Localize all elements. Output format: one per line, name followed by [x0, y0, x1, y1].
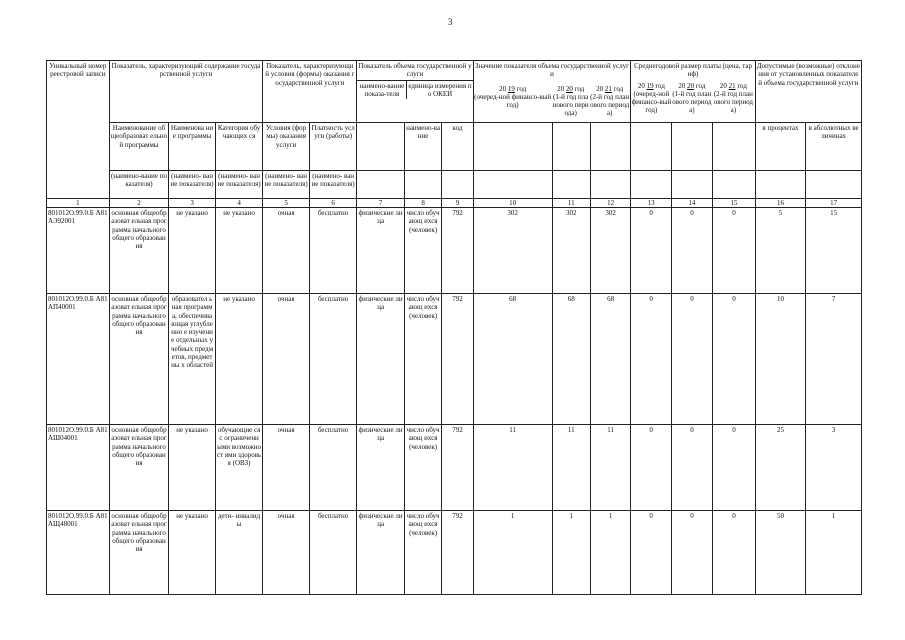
form-cell: очная	[263, 425, 310, 511]
subhead-unit-code: код	[442, 123, 473, 171]
subhead-name: Наименова ние программы	[169, 123, 216, 171]
dev-percent-cell: 25	[755, 425, 806, 511]
column-number: 12	[590, 199, 630, 208]
pay-2-cell: 0	[671, 425, 712, 511]
column-number: 7	[357, 199, 405, 208]
table-row	[47, 294, 862, 425]
header-content-indicator: Показатель, характеризующий содержание государственной услуги	[109, 61, 263, 123]
period-pay-3: (2-й год планового периода)	[713, 89, 753, 115]
subhead-p3-empty	[713, 123, 755, 171]
header-volume-title: Показатель объема государственной услуги	[357, 61, 472, 81]
column-number: 16	[755, 199, 806, 208]
program-name-cell: не указано	[169, 208, 216, 294]
naming-volume-empty	[357, 171, 405, 199]
indicator-cell: физические лица	[357, 425, 405, 511]
year-value-2: 20 20 год	[557, 84, 585, 93]
column-number: 4	[215, 199, 263, 208]
registry-id: 801012О.99.0.Б А81АЩ48001	[47, 511, 110, 595]
registry-table	[46, 60, 862, 595]
unit-cell: число обучающ ихся (человек)	[404, 208, 441, 294]
registry-id: 801012О.99.0.Б А81АП40001	[47, 294, 110, 425]
value-3-cell: 302	[590, 208, 630, 294]
subhead-p2-empty	[671, 123, 712, 171]
subhead-dev-percent: в процентах	[755, 123, 806, 171]
pay-2-cell: 0	[671, 511, 712, 595]
subhead-dev-absolute: в абсолютных величинах	[806, 123, 862, 171]
period-value-2: (1-й год планового периода)	[552, 92, 589, 118]
column-number: 3	[169, 199, 216, 208]
form-cell: очная	[263, 208, 310, 294]
naming-p2-empty	[671, 171, 712, 199]
pay-3-cell: 0	[713, 294, 755, 425]
naming-v3-empty	[590, 171, 630, 199]
subhead-unit-name: наимено-вание	[404, 123, 441, 171]
program-name-cell: не указано	[169, 511, 216, 595]
dev-absolute-cell: 3	[806, 425, 862, 511]
program-name-cell: образовател ьная программа, обеспечива ющая углубленно е изучение отдельных учебных предметов, предметны х областей	[169, 294, 216, 425]
header-condition-indicator: Показатель, характеризующий условия (формы) оказания государственной услуги	[263, 61, 357, 123]
code-cell: 792	[442, 511, 473, 595]
category-cell: не указано	[215, 208, 263, 294]
dev-absolute-cell: 7	[806, 294, 862, 425]
payment-cell: бесплатно	[309, 425, 357, 511]
value-2-cell: 302	[552, 208, 590, 294]
dev-absolute-cell: 15	[806, 208, 862, 294]
program-cell: основная общеобразоват ельная программа начального общего образования	[109, 294, 169, 425]
indicator-cell: физические лица	[357, 511, 405, 595]
subhead-payment: Платность услуги (работы)	[309, 123, 357, 171]
payment-cell: бесплатно	[309, 294, 357, 425]
naming-name: (наимено- вание показателя)	[169, 171, 216, 199]
pay-3-cell: 0	[713, 208, 755, 294]
pay-2-cell: 0	[671, 294, 712, 425]
column-number: 2	[109, 199, 169, 208]
value-3-cell: 11	[590, 425, 630, 511]
year-pay-1: 20 19 год	[637, 81, 665, 90]
column-number: 10	[473, 199, 552, 208]
naming-dp-empty	[755, 171, 806, 199]
code-cell: 792	[442, 208, 473, 294]
dev-percent-cell: 10	[755, 294, 806, 425]
naming-category: (наимено- вание показателя)	[215, 171, 263, 199]
dev-absolute-cell: 1	[806, 511, 862, 595]
column-number: 1	[47, 199, 110, 208]
naming-program: (наимено-вание показателя)	[109, 171, 169, 199]
payment-cell: бесплатно	[309, 208, 357, 294]
program-name-cell: не указано	[169, 425, 216, 511]
header-unit: единица измерения по ОКЕИ	[408, 81, 472, 98]
value-2-cell: 68	[552, 294, 590, 425]
unit-cell: число обучающ ихся (человек)	[404, 294, 441, 425]
naming-da-empty	[806, 171, 862, 199]
program-cell: основная общеобразоват ельная программа начального общего образования	[109, 425, 169, 511]
subhead-volume-empty	[357, 123, 405, 171]
pay-3-cell: 0	[713, 511, 755, 595]
period-pay-2: (1-й год планового периода)	[672, 89, 712, 115]
value-1-cell: 302	[473, 208, 552, 294]
table-row	[47, 208, 862, 294]
naming-form: (наимено- вание показателя)	[263, 171, 310, 199]
year-pay-3: 20 21 год	[719, 81, 747, 90]
program-cell: основная общеобразоват ельная программа начального общего образования	[109, 208, 169, 294]
subhead-v1-empty	[473, 123, 552, 171]
payment-cell: бесплатно	[309, 511, 357, 595]
naming-v2-empty	[552, 171, 590, 199]
table-row	[47, 511, 862, 595]
table-row	[47, 425, 862, 511]
pay-1-cell: 0	[631, 511, 671, 595]
naming-v1-empty	[473, 171, 552, 199]
indicator-cell: физические лица	[357, 294, 405, 425]
value-1-cell: 1	[473, 511, 552, 595]
pay-1-cell: 0	[631, 294, 671, 425]
header-volume-indicator	[357, 61, 473, 123]
header-volume-value	[473, 61, 631, 123]
form-cell: очная	[263, 294, 310, 425]
column-number: 8	[404, 199, 441, 208]
naming-payment: (наимено- вание показателя)	[309, 171, 357, 199]
header-avg-payment	[631, 61, 755, 123]
subhead-p1-empty	[631, 123, 671, 171]
period-value-1: (очеред-ной финансо-вый год)	[474, 92, 552, 109]
year-value-1: 20 19 год	[499, 84, 527, 93]
column-number: 13	[631, 199, 671, 208]
naming-unit-empty	[404, 171, 441, 199]
unit-cell: число обучающ ихся (человек)	[404, 511, 441, 595]
period-value-3: (2-й год планового периода)	[590, 92, 630, 118]
naming-p1-empty	[631, 171, 671, 199]
header-avg-payment-title: Среднегодовой размер платы (цена, тариф)	[634, 62, 752, 79]
value-2-cell: 1	[552, 511, 590, 595]
pay-1-cell: 0	[631, 208, 671, 294]
page-number: 3	[448, 17, 453, 27]
naming-p3-empty	[713, 171, 755, 199]
indicator-cell: физические лица	[357, 208, 405, 294]
code-cell: 792	[442, 425, 473, 511]
year-value-3: 20 21 год	[596, 84, 624, 93]
pay-2-cell: 0	[671, 208, 712, 294]
registry-id: 801012О.99.0.Б А81АШ04001	[47, 425, 110, 511]
column-number: 6	[309, 199, 357, 208]
pay-3-cell: 0	[713, 425, 755, 511]
pay-1-cell: 0	[631, 425, 671, 511]
registry-id: 801012О.99.0.Б А81АЭ92001	[47, 208, 110, 294]
subhead-program: Наименование общеобразоват ельной программы	[109, 123, 169, 171]
value-1-cell: 68	[473, 294, 552, 425]
column-number-row	[47, 199, 862, 208]
header-volume-value-title: Значение показателя объема государственной услуги	[475, 62, 629, 79]
program-cell: основная общеобразоват ельная программа начального общего образования	[109, 511, 169, 595]
value-3-cell: 68	[590, 294, 630, 425]
subhead-form: Условия (формы) оказания услуги	[263, 123, 310, 171]
column-number: 14	[671, 199, 712, 208]
category-cell: обучающие ся с ограниченн ыми возможност ями здоровья (ОВЗ)	[215, 425, 263, 511]
subhead-v3-empty	[590, 123, 630, 171]
value-1-cell: 11	[473, 425, 552, 511]
category-cell: не указано	[215, 294, 263, 425]
header-unique-number: Уникальный номер реестровой записи	[47, 61, 110, 199]
subhead-v2-empty	[552, 123, 590, 171]
subhead-category: Категория обучающих ся	[215, 123, 263, 171]
category-cell: дети- инвалиды	[215, 511, 263, 595]
code-cell: 792	[442, 294, 473, 425]
column-number: 15	[713, 199, 755, 208]
year-pay-2: 20 20 год	[678, 81, 706, 90]
header-deviation: Допустимые (возможные) отклонения от установленных показателей объема государственной услуги	[755, 61, 861, 123]
column-number: 11	[552, 199, 590, 208]
naming-code-empty	[442, 171, 473, 199]
column-number: 17	[806, 199, 862, 208]
unit-cell: число обучающ ихся (человек)	[404, 425, 441, 511]
column-number: 5	[263, 199, 310, 208]
form-cell: очная	[263, 511, 310, 595]
value-3-cell: 1	[590, 511, 630, 595]
dev-percent-cell: 50	[755, 511, 806, 595]
header-volume-name: наимено-вание показа-теля	[357, 81, 407, 100]
dev-percent-cell: 5	[755, 208, 806, 294]
column-number: 9	[442, 199, 473, 208]
value-2-cell: 11	[552, 425, 590, 511]
period-pay-1: (очеред-ной финансо-вый год)	[631, 89, 672, 115]
